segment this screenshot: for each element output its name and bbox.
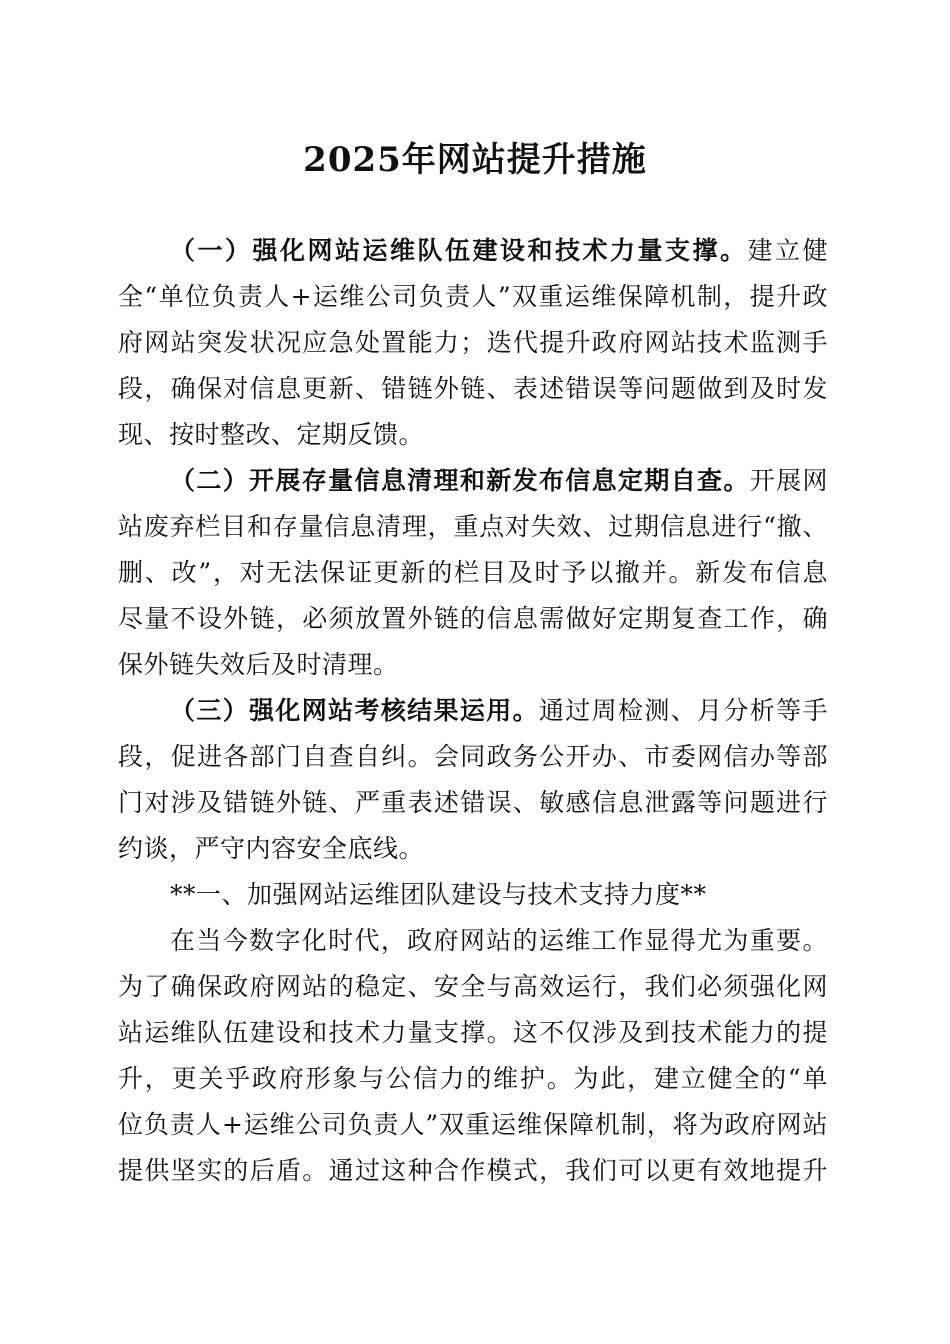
paragraph-1-line-3: 府网站突发状况应急处置能力；迭代提升政府网站技术监测手 [118, 328, 828, 357]
paragraph-1-heading: （一）强化网站运维队伍建设和技术力量支撑。 [170, 236, 748, 265]
paragraph-4-line-1: 在当今数字化时代，政府网站的运维工作显得尤为重要。 [170, 926, 828, 955]
document-body [118, 228, 828, 1194]
paragraph-3-line-3: 门对涉及错链外链、严重表述错误、敏感信息泄露等问题进行 [118, 788, 828, 817]
paragraph-4-line-6: 提供坚实的后盾。通过这种合作模式，我们可以更有效地提升 [118, 1156, 828, 1185]
paragraph-2-line-1: （二）开展存量信息清理和新发布信息定期自查。开展网 [170, 466, 828, 495]
paragraph-4-line-2: 为了确保政府网站的稳定、安全与高效运行，我们必须强化网 [118, 972, 828, 1001]
paragraph-2-line-4: 尽量不设外链，必须放置外链的信息需做好定期复查工作，确 [118, 604, 828, 633]
paragraph-1-line-5: 现、按时整改、定期反馈。 [118, 420, 425, 449]
paragraph-2-line-3: 删、改”，对无法保证更新的栏目及时予以撤并。新发布信息 [118, 558, 828, 587]
document-title: 2025年网站提升措施 [303, 140, 647, 180]
paragraph-1-line-2: 全“单位负责人+运维公司负责人”双重运维保障机制，提升政 [118, 282, 828, 311]
paragraph-2-line-5: 保外链失效后及时清理。 [118, 650, 399, 679]
paragraph-2-line-2: 站废弃栏目和存量信息清理，重点对失效、过期信息进行“撤、 [118, 512, 828, 541]
paragraph-1-line-1: （一）强化网站运维队伍建设和技术力量支撑。建立健 [170, 236, 828, 265]
section-heading: **一、加强网站运维团队建设与技术支持力度** [170, 880, 707, 909]
paragraph-4-line-5: 位负责人+运维公司负责人”双重运维保障机制，将为政府网站 [118, 1110, 828, 1139]
paragraph-2-heading: （二）开展存量信息清理和新发布信息定期自查。 [170, 466, 750, 495]
paragraph-1-line-4: 段，确保对信息更新、错链外链、表述错误等问题做到及时发 [118, 374, 828, 403]
paragraph-4-line-4: 升，更关乎政府形象与公信力的维护。为此，建立健全的“单 [118, 1064, 828, 1093]
paragraph-3-line-4: 约谈，严守内容安全底线。 [118, 834, 425, 863]
paragraph-3-line-1: （三）强化网站考核结果运用。通过周检测、月分析等手 [170, 696, 828, 725]
paragraph-3-line-2: 段，促进各部门自查自纠。会同政务公开办、市委网信办等部 [118, 742, 828, 771]
paragraph-4-line-3: 站运维队伍建设和技术力量支撑。这不仅涉及到技术能力的提 [118, 1018, 828, 1047]
paragraph-3-heading: （三）强化网站考核结果运用。 [170, 696, 539, 725]
